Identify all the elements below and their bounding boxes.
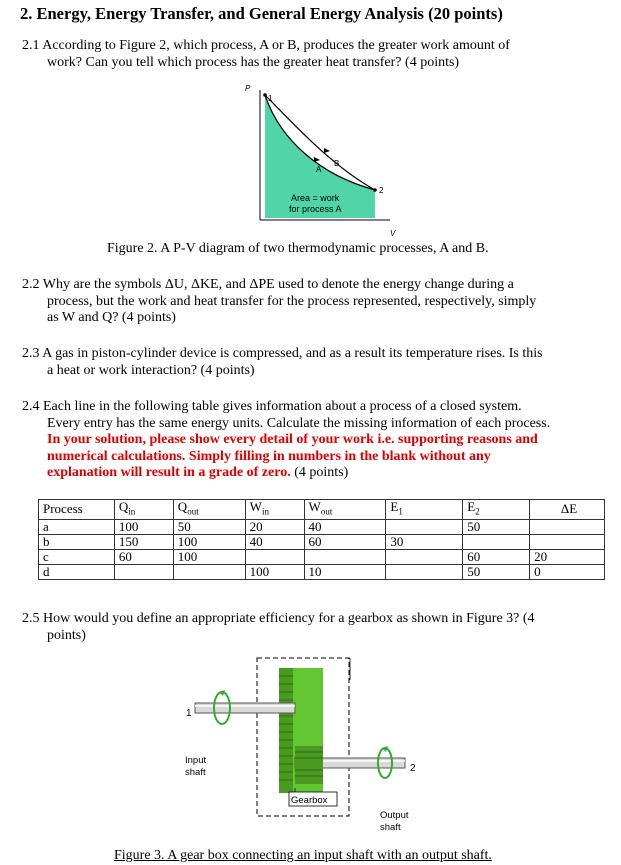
question-2-4-points: (4 points) [290, 465, 349, 480]
cell-process: d [39, 564, 115, 579]
question-2-4-instruction-1: In your solution, please show every detail of your work i.e. supporting reasons and [47, 432, 538, 447]
output-shaft-label-line1: Output [380, 810, 409, 821]
table-row [39, 549, 605, 564]
cell-e2: 50 [463, 519, 530, 534]
table-row [39, 519, 605, 534]
input-shaft-label-line2: shaft [185, 767, 206, 778]
cell-process: c [39, 549, 115, 564]
state-2-point [373, 188, 377, 192]
cell-w-in: 100 [245, 564, 304, 579]
cell-delta-e [530, 534, 605, 549]
input-shaft-label-line1: Input [185, 755, 207, 766]
question-2-2 [22, 277, 536, 327]
output-shaft-label-line2: shaft [380, 822, 401, 833]
p-axis-label: P [245, 84, 251, 93]
table-header-row [39, 500, 605, 520]
question-2-2-line1: 2.2 Why are the symbols ΔU, ΔKE, and ΔPE used to denote the energy change during a [22, 277, 514, 292]
cell-delta-e [530, 519, 605, 534]
shaft-2-label: 2 [410, 763, 416, 774]
cell-delta-e: 20 [530, 549, 605, 564]
cell-e2: 60 [463, 549, 530, 564]
figure-2-pv-diagram [240, 80, 400, 245]
question-2-5-line2: points) [47, 627, 86, 643]
cell-q-in: 150 [114, 534, 173, 549]
process-a-label: A [316, 165, 322, 174]
process-a-arrow [314, 157, 320, 162]
area-label-line1: Area = work [291, 193, 340, 203]
header-e1: $E_1$ [386, 500, 463, 520]
cell-w-out: 60 [304, 534, 386, 549]
state-2-label: 2 [379, 186, 384, 195]
cell-q-in [114, 564, 173, 579]
cell-w-in [245, 549, 304, 564]
question-2-4 [22, 399, 550, 482]
cell-q-out: 100 [173, 534, 245, 549]
v-axis-label: V [390, 229, 396, 238]
cell-q-in: 100 [114, 519, 173, 534]
cell-e1 [386, 519, 463, 534]
header-e2: $E_2$ [463, 500, 530, 520]
question-2-3-line2: a heat or work interaction? (4 points) [47, 362, 255, 378]
header-w-out: $W_{out}$ [304, 500, 386, 520]
cell-w-out [304, 549, 386, 564]
question-2-1 [22, 38, 510, 71]
cell-q-out: 100 [173, 549, 245, 564]
question-2-5 [22, 611, 535, 644]
cell-e1 [386, 564, 463, 579]
question-2-1-line2: work? Can you tell which process has the greater heat transfer? (4 points) [47, 54, 460, 70]
question-2-4-line2: Every entry has the same energy units. Calculate the missing information of each process. [47, 415, 551, 431]
cell-q-out [173, 564, 245, 579]
cell-w-out: 40 [304, 519, 386, 534]
figure-3-gearbox-diagram [175, 650, 445, 840]
cell-process: a [39, 519, 115, 534]
input-shaft [195, 703, 295, 713]
process-b-label: B [334, 159, 340, 168]
cell-process: b [39, 534, 115, 549]
question-2-5-line1: 2.5 How would you define an appropriate efficiency for a gearbox as shown in Figure 3? (4 [22, 611, 535, 626]
cell-e1: 30 [386, 534, 463, 549]
area-label-line2: for process A [289, 204, 342, 214]
process-table [38, 499, 605, 580]
question-2-1-line1: 2.1 According to Figure 2, which process, A or B, produces the greater work amount of [22, 38, 510, 53]
header-q-out: $Q_{out}$ [173, 500, 245, 520]
header-process: Process [39, 500, 115, 520]
header-q-in: $Q_{in}$ [114, 500, 173, 520]
question-2-4-line1: 2.4 Each line in the following table gives information about a process of a closed system. [22, 399, 522, 414]
cell-e2: 50 [463, 564, 530, 579]
cell-w-in: 20 [245, 519, 304, 534]
figure-3-caption: Figure 3. A gear box connecting an input shaft with an output shaft. [114, 848, 492, 863]
state-1-point [263, 93, 267, 97]
state-1-label: 1 [268, 94, 273, 103]
table-row [39, 564, 605, 579]
cell-w-out: 10 [304, 564, 386, 579]
gearbox-label: Gearbox [291, 795, 328, 806]
process-b-arrow [324, 148, 330, 153]
cell-delta-e: 0 [530, 564, 605, 579]
cell-w-in: 40 [245, 534, 304, 549]
shaft-1-label: 1 [186, 708, 192, 719]
cell-q-out: 50 [173, 519, 245, 534]
question-2-2-line2: process, but the work and heat transfer for the process represented, respectively, simply [47, 293, 537, 309]
cell-e2 [463, 534, 530, 549]
header-delta-e: ΔE [530, 500, 605, 520]
question-2-4-instruction-2: numerical calculations. Simply filling in numbers in the blank without any [47, 448, 491, 464]
question-2-3 [22, 346, 543, 379]
question-2-2-line3: as W and Q? (4 points) [47, 310, 176, 325]
cell-e1 [386, 549, 463, 564]
question-2-3-line1: 2.3 A gas in piston-cylinder device is compressed, and as a result its temperature rises. Is this [22, 346, 543, 361]
section-title: 2. Energy, Energy Transfer, and General Energy Analysis (20 points) [20, 4, 503, 23]
question-2-4-instruction-3: explanation will result in a grade of zero. [47, 465, 291, 480]
figure-2-caption: Figure 2. A P-V diagram of two thermodynamic processes, A and B. [107, 241, 489, 256]
header-w-in: $W_{in}$ [245, 500, 304, 520]
cell-q-in: 60 [114, 549, 173, 564]
table-row [39, 534, 605, 549]
